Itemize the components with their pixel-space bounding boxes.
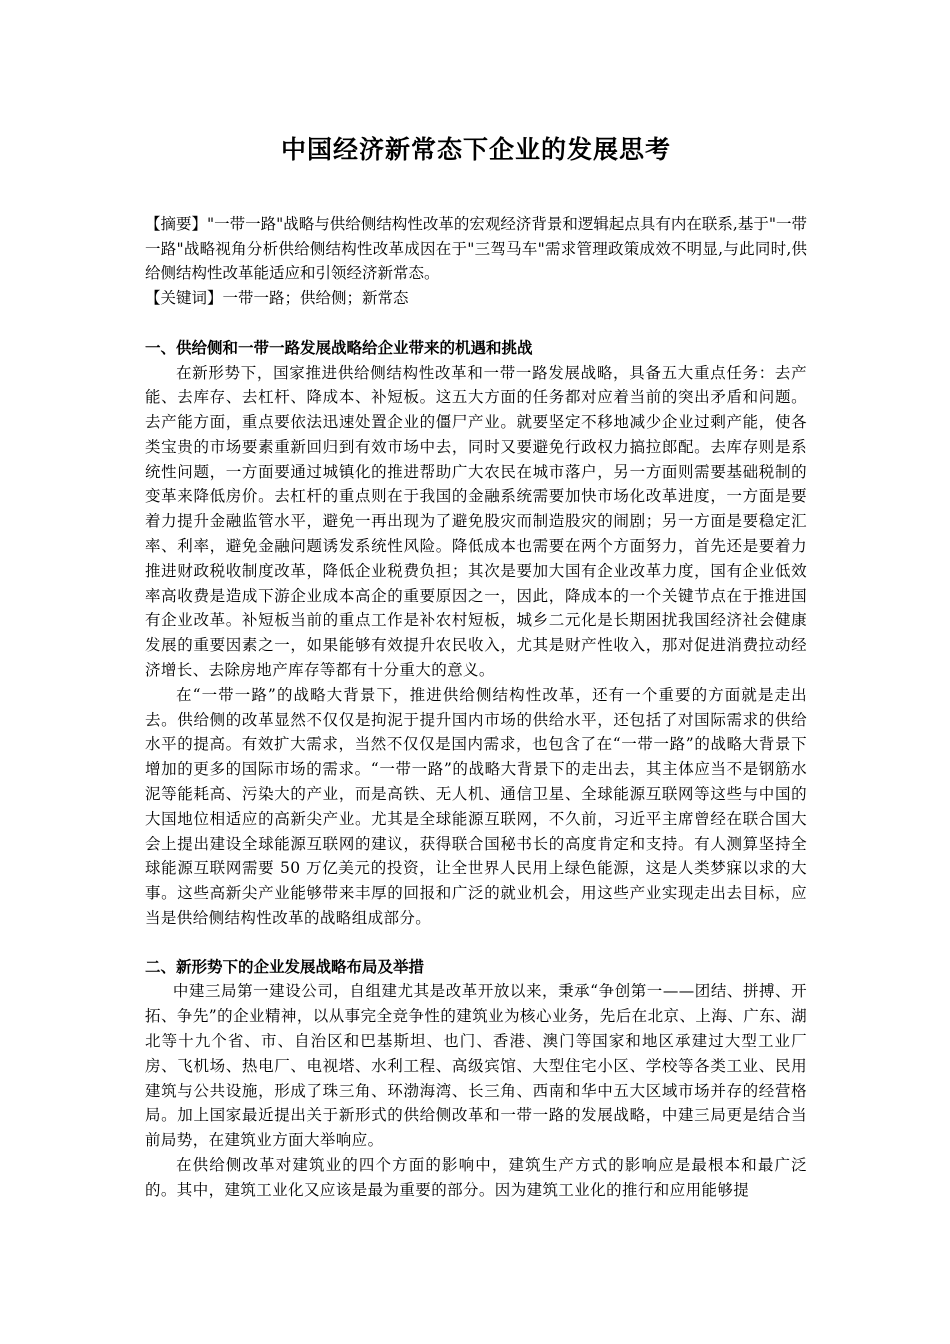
keywords xyxy=(145,286,807,311)
section-1-paragraph-1: 在新形势下，国家推进供给侧结构性改革和一带一路发展战略，具备五大重点任务：去产能、去库存、去杠杆、降成本、补短板。这五大方面的任务都对应着当前的突出矛盾和问题。去产能方面，重点要依法迅速处置企业的僵尸产业。就要坚定不移地减少企业过剩产能，使各类宝贵的市场要素重新回归到有效市场中去，同时又要避免行政权力搞拉郎配。去库存则是系统性问题，一方面要通过城镇化的推进帮助广大农民在城市落户，另一方面则需要基础税制的变革来降低房价。去杠杆的重点则在于我国的金融系统需要加快市场化改革进度，一方面是要着力提升金融监管水平，避免一再出现为了避免股灾而制造股灾的闹剧；另一方面是要稳定汇率、利率，避免金融问题诱发系统性风险。降低成本也需要在两个方面努力，首先还是要着力推进财政税收制度改革，降低企业税费负担；其次是要加大国有企业改革力度，国有企业低效率高收费是造成下游企业成本高企的重要原因之一，因此，降成本的一个关键节点在于推进国有企业改革。补短板当前的重点工作是补农村短板，城乡二元化是长期困扰我国经济社会健康发展的重要因素之一，如果能够有效提升农民收入，尤其是财产性收入，那对促进消费拉动经济增长、去除房地产库存等都有十分重大的意义。 xyxy=(145,363,807,680)
keywords-text: 一带一路；供给侧；新常态 xyxy=(222,288,409,307)
section-heading-2: 二、新形势下的企业发展战略布局及举措 xyxy=(145,957,425,976)
section-2-paragraph-2: 在供给侧改革对建筑业的四个方面的影响中，建筑生产方式的影响应是最根本和最广泛的。其中，建筑工业化又应该是最为重要的部分。因为建筑工业化的推行和应用能够提 xyxy=(145,1155,807,1199)
page-title: 中国经济新常态下企业的发展思考 xyxy=(280,135,671,164)
abstract xyxy=(145,212,807,286)
section-2-paragraph-1: 中建三局第一建设公司，自组建尤其是改革开放以来，秉承“争创第一——团结、拼搏、开拓、争先”的企业精神，以从事完全竞争性的建筑业为核心业务，先后在北京、上海、广东、湖北等十九个省、市、自治区和巴基斯坦、也门、香港、澳门等国家和地区承建过大型工业厂房、飞机场、热电厂、电视塔、水利工程、高级宾馆、大型住宅小区、学校等各类工业、民用建筑与公共设施，形成了珠三角、环渤海湾、长三角、西南和华中五大区域市场并存的经营格局。加上国家最近提出关于新形式的供给侧改革和一带一路的发展战略，中建三局更是结合当前局势，在建筑业方面大举响应。 xyxy=(145,982,807,1150)
section-1-paragraph-2: 在“一带一路”的战略大背景下，推进供给侧结构性改革，还有一个重要的方面就是走出去。供给侧的改革显然不仅仅是拘泥于提升国内市场的供给水平，还包括了对国际需求的供给水平的提高。有效扩大需求，当然不仅仅是国内需求，也包含了在“一带一路”的战略大背景下增加的更多的国际市场的需求。“一带一路”的战略大背景下的走出去，其主体应当不是钢筋水泥等能耗高、污染大的产业，而是高铁、无人机、通信卫星、全球能源互联网等这些与中国的大国地位相适应的高新尖产业。尤其是全球能源互联网，不久前，习近平主席曾经在联合国大会上提出建设全球能源互联网的建议，获得联合国秘书长的高度肯定和支持。有人测算坚持全球能源互联网需要 50 万亿美元的投资，让全世界人民用上绿色能源，这是人类梦寐以求的大事。这些高新尖产业能够带来丰厚的回报和广泛的就业机会，用这些产业实现走出去目标，应当是供给侧结构性改革的战略组成部分。 xyxy=(145,685,807,928)
section-heading-1: 一、供给侧和一带一路发展战略给企业带来的机遇和挑战 xyxy=(145,339,533,357)
abstract-text: "一带一路"战略与供给侧结构性改革的宏观经济背景和逻辑起点具有内在联系,基于"一带一路"战略视角分析供给侧结构性改革成因在于"三驾马车"需求管理政策成效不明显,与此同时,供给侧结构性改革能适应和引领经济新常态。 xyxy=(145,215,807,282)
section-spacer xyxy=(145,931,807,955)
abstract-label: 【摘要】 xyxy=(145,215,208,233)
keywords-label: 【关键词】 xyxy=(145,288,223,307)
document-page xyxy=(145,128,807,1203)
